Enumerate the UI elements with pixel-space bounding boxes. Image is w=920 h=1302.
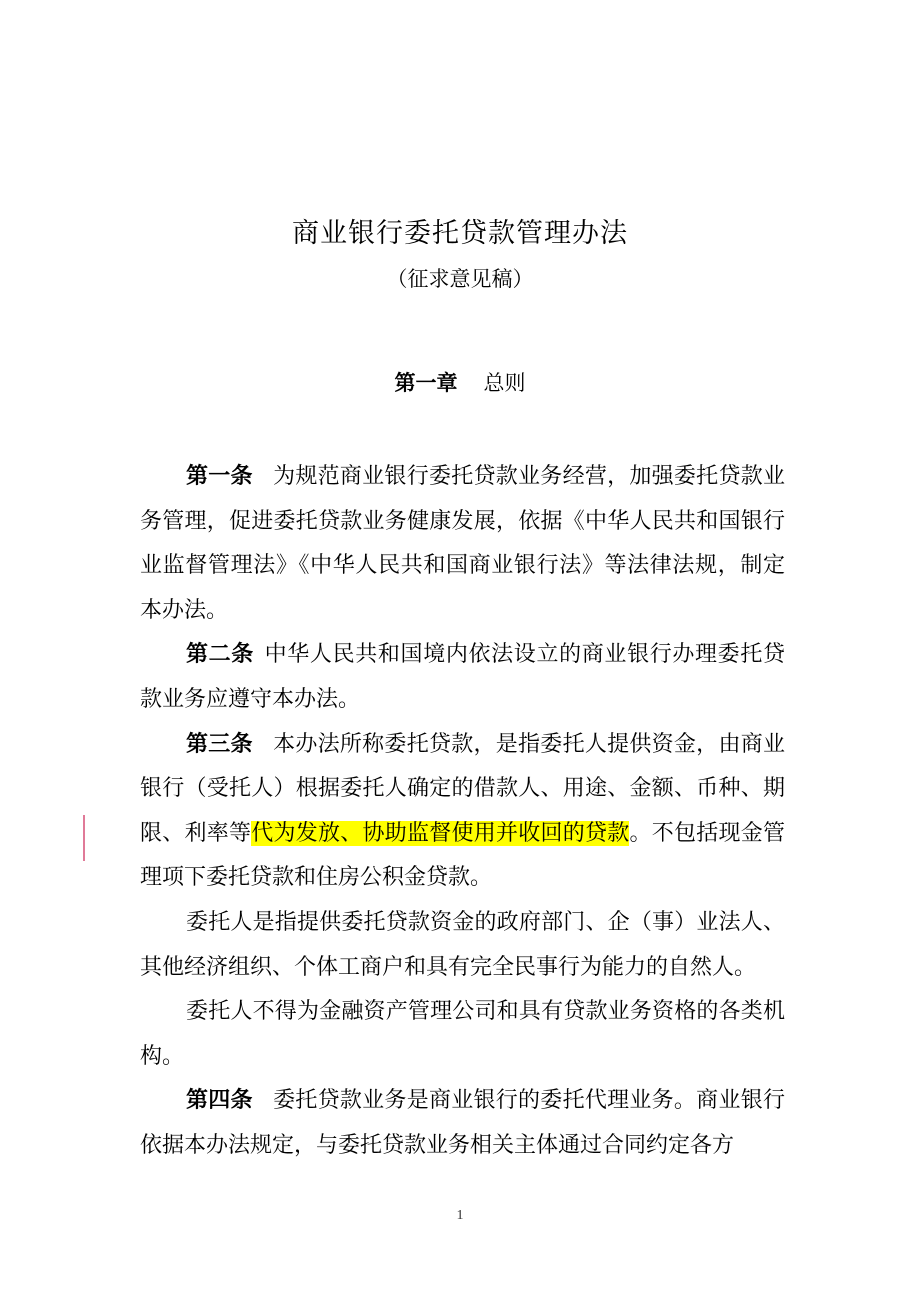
paragraph-text: 委托人是指提供委托贷款资金的政府部门、企（事）业法人、其他经济组织、个体工商户和具有完全民事行为能力的自然人。 — [140, 909, 785, 980]
chapter-number: 第一章 — [394, 371, 458, 395]
article-label: 第一条 — [186, 464, 253, 489]
document-title: 商业银行委托贷款管理办法 — [292, 218, 628, 249]
article-4 — [140, 1079, 785, 1168]
article-label: 第二条 — [186, 642, 254, 668]
article-text: 本办法所称委托贷款，是指委托人提供资金，由商业银行（受托人）根据委托人确定的借款人、用途、金额、币种、期限、利率等 — [140, 731, 785, 846]
paragraph-principal-definition — [140, 901, 785, 990]
article-text-tail: 。不包括现金管理项下委托贷款和住房公积金贷款。 — [140, 820, 785, 891]
highlighted-text: 代为发放、协助监督使用并收回的贷款 — [251, 820, 630, 846]
document-body — [140, 455, 785, 1169]
article-text: 委托贷款业务是商业银行的委托代理业务。商业银行依据本办法规定，与委托贷款业务相关主体通过合同约定各方 — [140, 1088, 785, 1158]
article-label: 第三条 — [186, 731, 253, 757]
paragraph-text: 委托人不得为金融资产管理公司和具有贷款业务资格的各类机构。 — [140, 999, 785, 1069]
chapter-heading — [0, 366, 920, 400]
paragraph-principal-restriction — [140, 990, 785, 1079]
article-text: 中华人民共和国境内依法设立的商业银行办理委托贷款业务应遵守本办法。 — [140, 642, 785, 712]
article-2 — [140, 633, 785, 722]
article-3 — [140, 723, 785, 901]
revision-change-bar — [83, 815, 85, 861]
article-label: 第四条 — [186, 1088, 253, 1114]
page-number: 1 — [456, 1208, 464, 1223]
chapter-name: 总则 — [483, 371, 526, 395]
article-1 — [140, 455, 785, 633]
document-subtitle: （征求意见稿） — [386, 267, 534, 291]
article-text: 为规范商业银行委托贷款业务经营，加强委托贷款业务管理，促进委托贷款业务健康发展，依据《中华人民共和国银行业监督管理法》《中华人民共和国商业银行法》等法律法规，制定本办法。 — [140, 464, 785, 623]
